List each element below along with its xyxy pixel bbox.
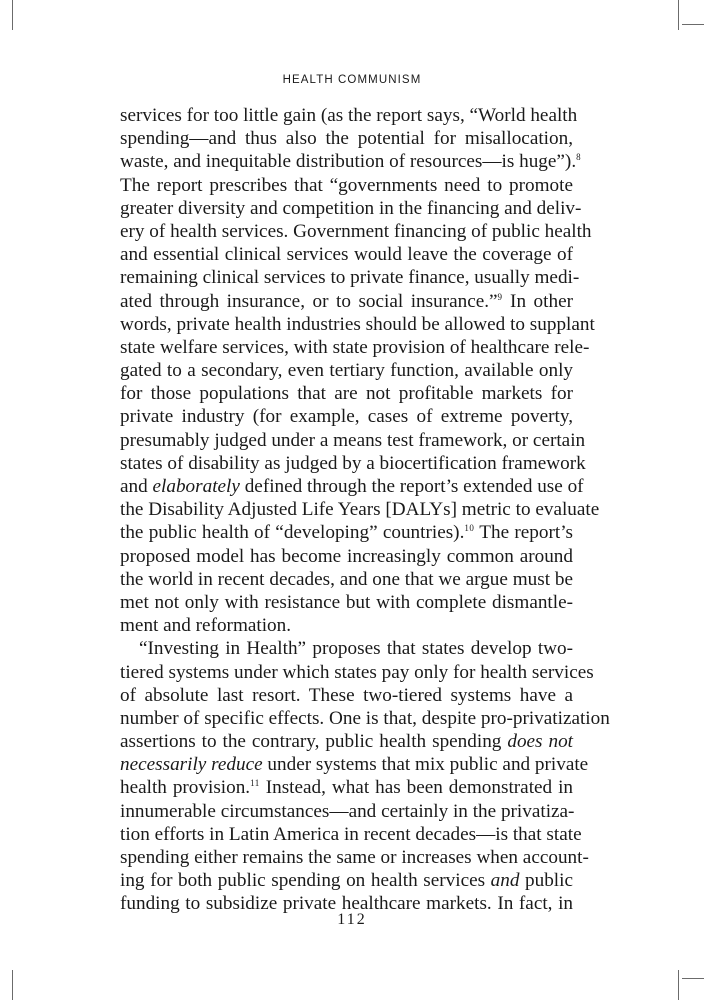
text-line — [120, 150, 582, 173]
text-line — [120, 776, 573, 799]
text-line — [120, 429, 586, 452]
italic-text: necessarily reduce — [120, 754, 263, 776]
footnote-marker: 10 — [464, 523, 475, 534]
text-segment: number of specific effects. One is that, despite pro-privatization — [120, 707, 610, 729]
italic-text: elaborately — [152, 476, 240, 497]
text-line — [120, 707, 610, 730]
text-line — [120, 220, 592, 243]
text-segment: state welfare services, with state provision of healthcare rele- — [120, 336, 590, 358]
text-segment: ated through insurance, or to social insurance.” — [120, 290, 498, 312]
crop-mark-top-right — [678, 0, 679, 30]
text-line — [120, 290, 573, 313]
text-segment: spending either remains the same or increases when account- — [120, 847, 589, 868]
footnote-marker: 11 — [250, 778, 260, 789]
text-segment: waste, and inequitable distribution of resources—is huge”). — [120, 151, 577, 173]
text-segment: proposed model has become increasingly common around — [120, 545, 573, 567]
text-line — [120, 568, 573, 591]
running-head: HEALTH COMMUNISM — [282, 74, 422, 86]
text-line — [120, 591, 573, 614]
text-line — [120, 313, 595, 336]
text-line — [120, 521, 573, 544]
italic-text: does not — [507, 731, 573, 753]
text-segment: for those populations that are not profitable markets for — [120, 383, 573, 405]
text-segment: In other — [502, 290, 573, 312]
text-segment: funding to subsidize private healthcare markets. In fact, in — [120, 893, 573, 915]
text-segment: The report’s — [474, 522, 573, 544]
text-line — [120, 614, 573, 637]
text-segment: The report prescribes that “governments need to promote — [120, 174, 573, 196]
text-line — [120, 104, 578, 127]
text-line — [120, 405, 573, 428]
footnote-marker: 8 — [576, 152, 582, 163]
text-line — [120, 730, 573, 753]
text-segment: health provision. — [120, 777, 251, 799]
text-segment: innumerable circumstances—and certainly in the privatiza- — [120, 800, 575, 822]
text-line — [120, 846, 589, 869]
text-segment: private industry (for example, cases of extreme poverty, — [120, 406, 573, 428]
text-line — [120, 475, 584, 498]
text-line — [120, 753, 589, 776]
text-line — [120, 869, 573, 892]
text-segment: assertions to the contrary, public health spending — [120, 731, 508, 753]
text-segment: tion efforts in Latin America in recent decades—is that state — [120, 823, 582, 845]
text-segment: of absolute last resort. These two-tiered systems have a — [120, 684, 573, 706]
text-segment: the public health of “developing” countries). — [120, 522, 465, 544]
text-line — [120, 545, 573, 568]
text-segment: the world in recent decades, and one that we argue must be — [120, 568, 573, 590]
text-line — [120, 174, 573, 197]
text-line — [120, 684, 573, 707]
text-segment: remaining clinical services to private finance, usually medi- — [120, 267, 580, 289]
text-line — [120, 661, 594, 684]
page-number: 112 — [337, 911, 367, 928]
text-line — [120, 800, 573, 823]
text-line — [120, 382, 573, 405]
text-segment: Instead, what has been demonstrated in — [259, 777, 573, 799]
text-segment: states of disability as judged by a biocertification framework — [120, 452, 586, 474]
body-text — [120, 104, 610, 916]
text-segment: the Disability Adjusted Life Years [DALYs] metric to evaluate — [120, 499, 600, 521]
text-segment: tiered systems under which states pay only for health services — [120, 661, 594, 683]
text-line — [120, 823, 582, 846]
text-segment: ment and reformation. — [120, 615, 292, 637]
text-line — [120, 637, 573, 660]
italic-text: and — [490, 870, 520, 892]
text-segment: ery of health services. Government financing of public health — [120, 220, 592, 242]
crop-mark-top-left — [12, 0, 13, 30]
footnote-marker: 9 — [497, 291, 503, 302]
text-segment: spending—and thus also the potential for misallocation, — [120, 128, 573, 150]
text-segment: defined through the report’s extended use of — [239, 476, 584, 497]
text-line — [120, 266, 580, 289]
text-segment: met not only with resistance but with complete dismantle- — [120, 591, 573, 613]
crop-mark-right-bottom — [682, 978, 704, 979]
text-segment: “Investing in Health” proposes that states develop two- — [139, 638, 573, 660]
crop-mark-bottom-left — [12, 970, 13, 1000]
text-segment: services for too little gain (as the report says, “World health — [120, 105, 578, 126]
text-line — [120, 127, 573, 150]
text-segment: greater diversity and competition in the financing and deliv- — [120, 197, 582, 219]
text-segment: presumably judged under a means test framework, or certain — [120, 429, 586, 451]
text-line — [120, 336, 590, 359]
text-segment: ing for both public spending on health services — [120, 870, 491, 892]
text-segment: and essential clinical services would leave the coverage of — [120, 244, 573, 266]
text-segment: public — [519, 870, 573, 892]
text-segment: words, private health industries should be allowed to supplant — [120, 313, 595, 335]
text-line — [120, 498, 600, 521]
text-line — [120, 197, 582, 220]
text-line — [120, 452, 586, 475]
text-segment: under systems that mix public and private — [262, 754, 589, 776]
text-segment: gated to a secondary, even tertiary function, available only — [120, 360, 573, 382]
text-line — [120, 359, 573, 382]
crop-mark-bottom-right — [678, 970, 679, 1000]
text-segment: and — [120, 476, 153, 497]
crop-mark-right-top — [682, 24, 704, 25]
text-line — [120, 243, 573, 266]
